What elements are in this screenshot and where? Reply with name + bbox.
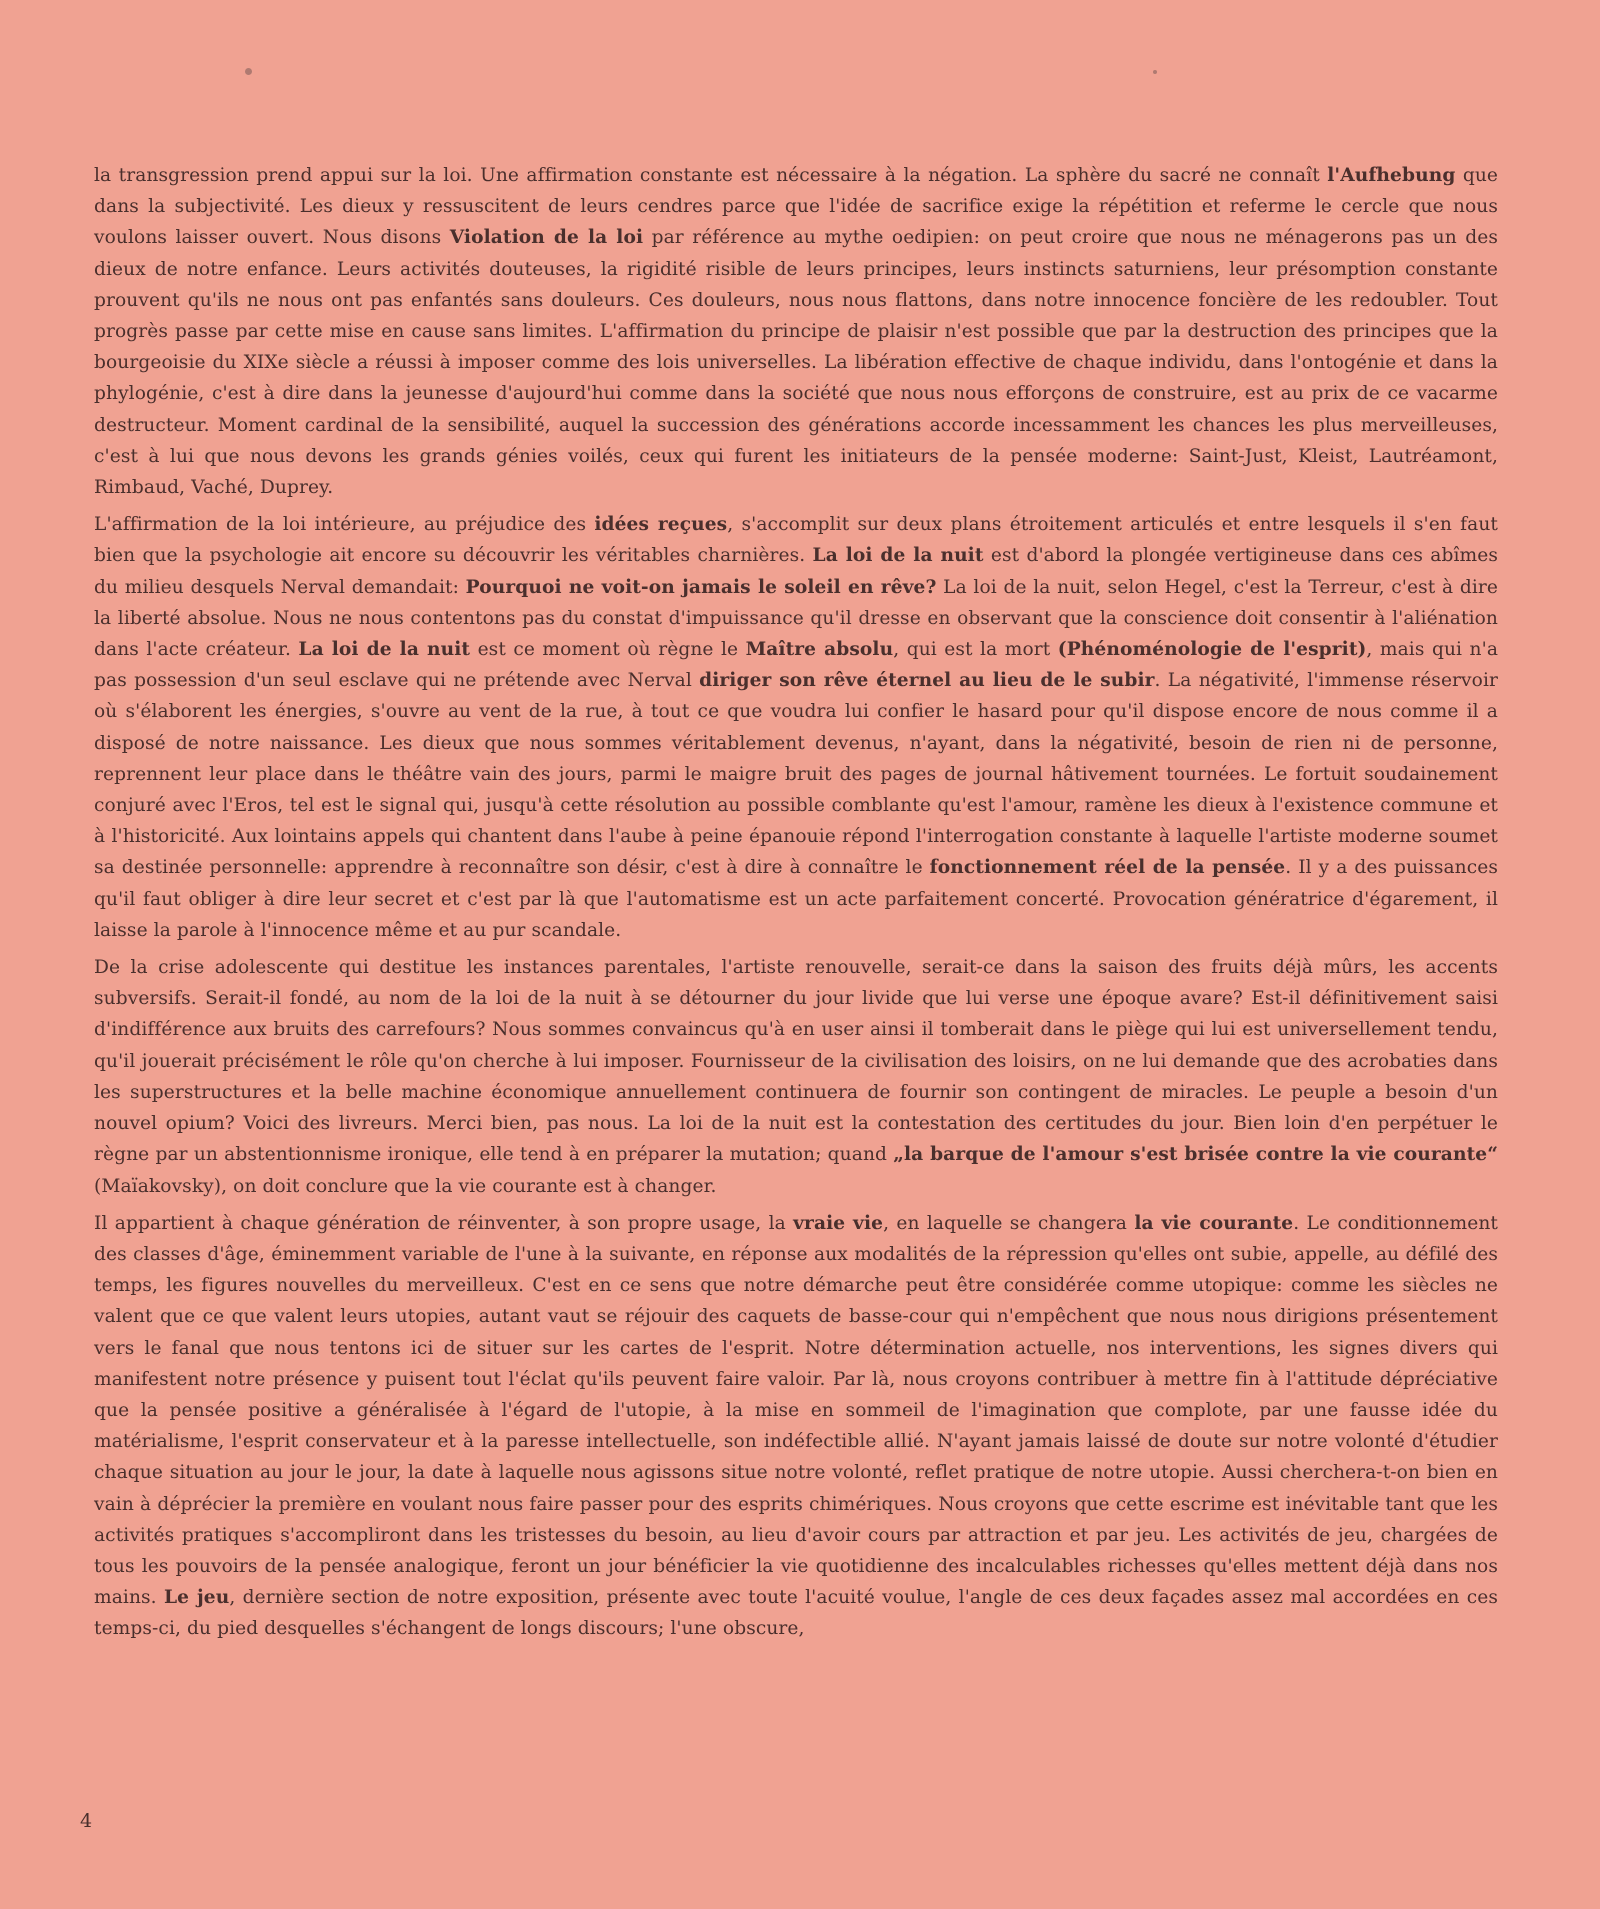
emphasis-text: Pourquoi ne voit-on jamais le soleil en rêve? [465,576,937,598]
emphasis-text: Le jeu [164,1587,230,1609]
emphasis-text: „la barque de l'amour s'est brisée contre la vie courante“ [893,1144,1498,1166]
emphasis-text: la vie courante [1134,1212,1294,1234]
emphasis-text: Maître absolu [745,639,894,661]
paragraph-4 [94,1208,1498,1645]
body-text: est d'abord la plongée vertigineuse dans ces abîmes du milieu desquels Nerval demandait: [94,545,1498,598]
body-text: L'affirmation de la loi intérieure, au préjudice des [94,514,595,536]
paragraph-1 [94,160,1498,503]
paper-speck [245,68,252,75]
body-text: De la crise adolescente qui destitue les instances parentales, l'artiste renouvelle, serait-ce dans la saison des fruits déjà mûrs, les accents subversifs. Serait-il fondé, au nom de la loi de la nuit à se détourner du jour livide que lui verse une époque avare? Est-il définitivement saisi d'indifférence aux bruits des carrefours? Nous sommes convaincus qu'à en user ainsi il tomberait dans le piège qui lui est universellement tendu, qu'il jouerait précisément le rôle qu'on cherche à lui imposer. Fournisseur de la civilisation des loisirs, on ne lui demande que des acrobaties dans les superstructures et la belle machine économique annuellement continuera de fournir son contingent de miracles. Le peuple a besoin d'un nouvel opium? Voici des livreurs. Merci bien, pas nous. La loi de la nuit est la contestation des certitudes du jour. Bien loin d'en perpétuer le règne par un abstentionnisme ironique, elle tend à en préparer la mutation; quand [94,957,1498,1166]
emphasis-text: La loi de la nuit [298,639,471,661]
body-text: la transgression prend appui sur la loi. Une affirmation constante est nécessaire à la négation. La sphère du sacré ne connaît [94,165,1328,186]
body-text: , qui est la mort [893,639,1058,661]
paragraph-2 [94,509,1498,946]
emphasis-text: La loi de la nuit [812,545,984,567]
emphasis-text: diriger son rêve éternel au lieu de le subir [699,670,1155,692]
paper-speck [1153,70,1157,74]
body-text: est ce moment où règne le [470,639,746,661]
body-text: , mais qui n'a pas possession d'un seul esclave qui ne prétende avec Nerval [94,639,1499,692]
body-text: , s'accomplit sur deux plans étroitement articulés et entre lesquels il s'en faut bien que la psychologie ait encore su découvrir les véritables charnières. [94,514,1498,567]
paragraph-3 [94,952,1498,1202]
emphasis-text: l'Aufhebung [1327,165,1456,186]
emphasis-text: (Phénoménologie de l'esprit) [1057,639,1367,661]
body-text: que dans la subjectivité. Les dieux y ressuscitent de leurs cendres parce que l'idée de sacrifice exige la répétition et referme le cercle que nous voulons laisser ouvert. Nous disons [94,165,1499,249]
body-text: . Il y a des puissances qu'il faut obliger à dire leur secret et c'est par là que l'automatisme est un acte parfaitement concerté. Provocation génératrice d'égarement, il laisse la parole à l'innocence même et au pur scandale. [94,857,1498,941]
body-text: . Le conditionnement des classes d'âge, éminemment variable de l'une à la suivante, en réponse aux modalités de la répression qu'elles ont subie, appelle, au défilé des temps, les figures nouvelles du merveilleux. C'est en ce sens que notre démarche peut être considérée comme utopique: comme les siècles ne valent que ce que valent leurs utopies, autant vaut se réjouir des caquets de basse-cour qui n'empêchent que nous nous dirigions présentement vers le fanal que nous tentons ici de situer sur les cartes de l'esprit. Notre détermination actuelle, nos interventions, les signes divers qui manifestent notre présence y puisent tout l'éclat qu'ils peuvent faire valoir. Par là, nous croyons contribuer à mettre fin à l'attitude dépréciative que la pensée positive a généralisée à l'égard de l'utopie, à la mise en sommeil de l'imagination que complote, par une fausse idée du matérialisme, l'esprit conservateur et à la paresse intellectuelle, son indéfectible allié. N'ayant jamais laissé de doute sur notre volonté d'étudier chaque situation au jour le jour, la date à laquelle nous agissons situe notre volonté, reflet pratique de notre utopie. Aussi cherchera-t-on bien en vain à déprécier la première en voulant nous faire passer pour des esprits chimériques. Nous croyons que cette escrime est inévitable tant que les activités pratiques s'accompliront dans les tristesses du besoin, au lieu d'avoir cours par attraction et par jeu. Les activités de jeu, chargées de tous les pouvoirs de la pensée analogique, feront un jour bénéficier la vie quotidienne des incalculables richesses qu'elles mettent déjà dans nos mains. [94,1212,1498,1609]
body-text: . La négativité, l'immense réservoir où s'élaborent les énergies, s'ouvre au vent de la rue, à tout ce que voudra lui confier le hasard pour qu'il dispose encore de nous comme il a disposé de notre naissance. Les dieux que nous sommes véritablement devenus, n'ayant, dans la négativité, besoin de rien ni de personne, reprennent leur place dans le théâtre vain des jours, parmi le maigre bruit des pages de journal hâtivement tournées. Le fortuit soudainement conjuré avec l'Eros, tel est le signal qui, jusqu'à cette résolution au possible comblante qu'est l'amour, ramène les dieux à l'existence commune et à l'historicité. Aux lointains appels qui chantent dans l'aube à peine épanouie répond l'interrogation constante à laquelle l'artiste moderne soumet sa destinée personnelle: apprendre à reconnaître son désir, c'est à dire à connaître le [94,670,1498,879]
document-body [94,160,1498,1651]
body-text: (Maïakovsky), on doit conclure que la vie courante est à changer. [94,1175,717,1197]
body-text: , en laquelle se changera [883,1212,1135,1234]
page-number: 4 [80,1810,93,1832]
body-text: par référence au mythe oedipien: on peut croire que nous ne ménagerons pas un des dieux de notre enfance. Leurs activités douteuses, la rigidité risible de leurs principes, leurs instincts saturniens, leur présomption constante prouvent qu'ils ne nous ont pas enfantés sans douleurs. Ces douleurs, nous nous flattons, dans notre innocence foncière de les redoubler. Tout progrès passe par cette mise en cause sans limites. L'affirmation du principe de plaisir n'est possible que par la destruction des principes que la bourgeoisie du XIXe siècle a réussi à imposer comme des lois universelles. La libération effective de chaque individu, dans l'ontogénie et dans la phylogénie, c'est à dire dans la jeunesse d'aujourd'hui comme dans la société que nous nous efforçons de construire, est au prix de ce vacarme destructeur. Moment cardinal de la sensibilité, auquel la succession des générations accorde incessamment les chances les plus merveilleuses, c'est à lui que nous devons les grands génies voilés, ceux qui furent les initiateurs de la pensée moderne: Saint-Just, Kleist, Lautréamont, Rimbaud, Vaché, Duprey. [94,227,1498,499]
emphasis-text: Violation de la loi [449,227,644,249]
body-text: La loi de la nuit, selon Hegel, c'est la Terreur, c'est à dire la liberté absolue. Nous ne nous contentons pas du constat d'impuissance qu'il dresse en observant que la conscience doit consentir à l'aliénation dans l'acte créateur. [94,576,1498,661]
emphasis-text: idées reçues [594,514,728,536]
emphasis-text: fonctionnement réel de la pensée [929,857,1286,879]
body-text: Il appartient à chaque génération de réinventer, à son propre usage, la [94,1212,794,1234]
body-text: , dernière section de notre exposition, présente avec toute l'acuité voulue, l'angle de ces deux façades assez mal accordées en ces temps-ci, du pied desquelles s'échangent de longs discours; l'une obscure, [94,1587,1498,1640]
emphasis-text: vraie vie [793,1212,884,1234]
